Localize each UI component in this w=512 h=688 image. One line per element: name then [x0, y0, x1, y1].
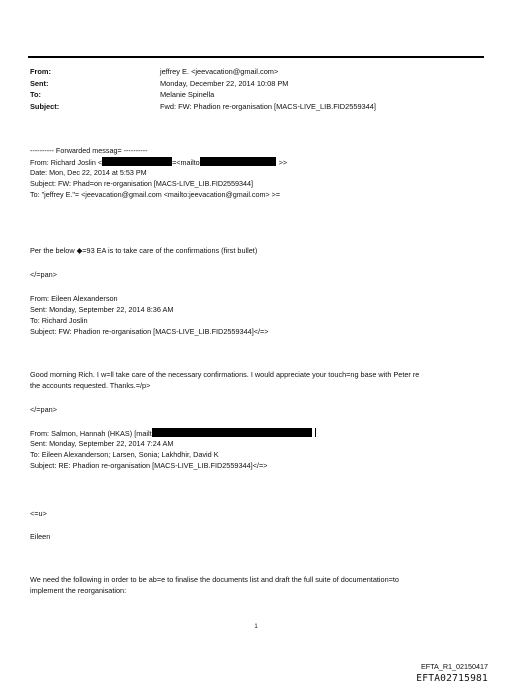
forwarded-from-prefix: From: Richard Joslin < [30, 158, 103, 167]
salmon-from [30, 428, 490, 439]
header-subject-row [30, 101, 376, 113]
forwarded-from-mid: =<mailto [172, 158, 200, 167]
forwarded-from-end: >> [278, 158, 288, 167]
span-tag-1: </=pan> [30, 270, 57, 279]
subject-label: Subject: [30, 101, 60, 111]
sent-label: Sent: [30, 78, 49, 88]
header-sent-row [30, 78, 376, 90]
u-tag: <=u> [30, 509, 47, 518]
forwarded-subject: Subject: FW: Phad=on re-organisation [MACS-LIVE_LIB.FID2559344] [30, 179, 253, 188]
forwarded-from [30, 157, 287, 168]
text-cursor [315, 428, 316, 437]
footer-bates-small: EFTA_R1_02150417 [421, 662, 488, 671]
redaction-block [152, 428, 312, 437]
salmon-to: To: Eileen Alexanderson; Larsen, Sonia; Lakhdhir, David K [30, 450, 219, 459]
span-tag-2: </=pan> [30, 405, 57, 414]
eileen-subject: Subject: FW: Phadion re-organisation [MACS-LIVE_LIB.FID2559344]</=> [30, 327, 269, 336]
good-morning-line-1: Good morning Rich. I w=ll take care of the necessary confirmations. I would appreciate your touch=ng base with Peter re [30, 370, 420, 379]
eileen-to: To: Richard Joslin [30, 316, 88, 325]
from-label: From: [30, 67, 51, 76]
header-rule [28, 56, 484, 58]
salmon-sent: Sent: Monday, September 22, 2014 7:24 AM [30, 439, 174, 448]
eileen-sent: Sent: Monday, September 22, 2014 8:36 AM [30, 305, 174, 314]
header-from-row [30, 66, 376, 78]
forwarded-marker: ---------- Forwarded messag= ---------- [30, 146, 148, 155]
footer-bates-large: EFTA02715981 [416, 673, 488, 684]
email-header [30, 66, 376, 112]
page-number: 1 [254, 624, 258, 630]
salmon-from-text: From: Salmon, Hannah (HKAS) [mailt [30, 429, 152, 438]
per-below-text: Per the below ◆=93 EA is to take care of the confirmations (first bullet) [30, 246, 258, 255]
to-value: Melanie Spinella [160, 90, 215, 100]
header-to-row [30, 89, 376, 101]
eileen-signoff: Eileen [30, 532, 51, 541]
eileen-from: From: Eileen Alexanderson [30, 294, 118, 303]
redaction-block [200, 157, 276, 166]
salmon-subject: Subject: RE: Phadion re-organisation [MACS-LIVE_LIB.FID2559344]</=> [30, 461, 268, 470]
forwarded-to: To: "jeffrey E."= <jeevacation@gmail.com <mailto:jeevacation@gmail.com> >= [30, 190, 281, 199]
forwarded-date: Date: Mon, Dec 22, 2014 at 5:53 PM [30, 168, 147, 177]
from-value: jeffrey E. <jeevacation@gmail.com> [160, 67, 279, 76]
redaction-block [102, 157, 172, 166]
to-label: To: [30, 90, 41, 100]
need-following-line-2: implement the reorganisation: [30, 586, 127, 595]
good-morning-line-2: the accounts requested. Thanks.=/p> [30, 381, 151, 390]
subject-value: Fwd: FW: Phadion re-organisation [MACS-LIVE_LIB.FID2559344] [160, 101, 376, 111]
sent-value: Monday, December 22, 2014 10:08 PM [160, 78, 289, 88]
need-following-line-1: We need the following in order to be ab=e to finalise the documents list and draft the full suite of documentation=to [30, 575, 399, 584]
